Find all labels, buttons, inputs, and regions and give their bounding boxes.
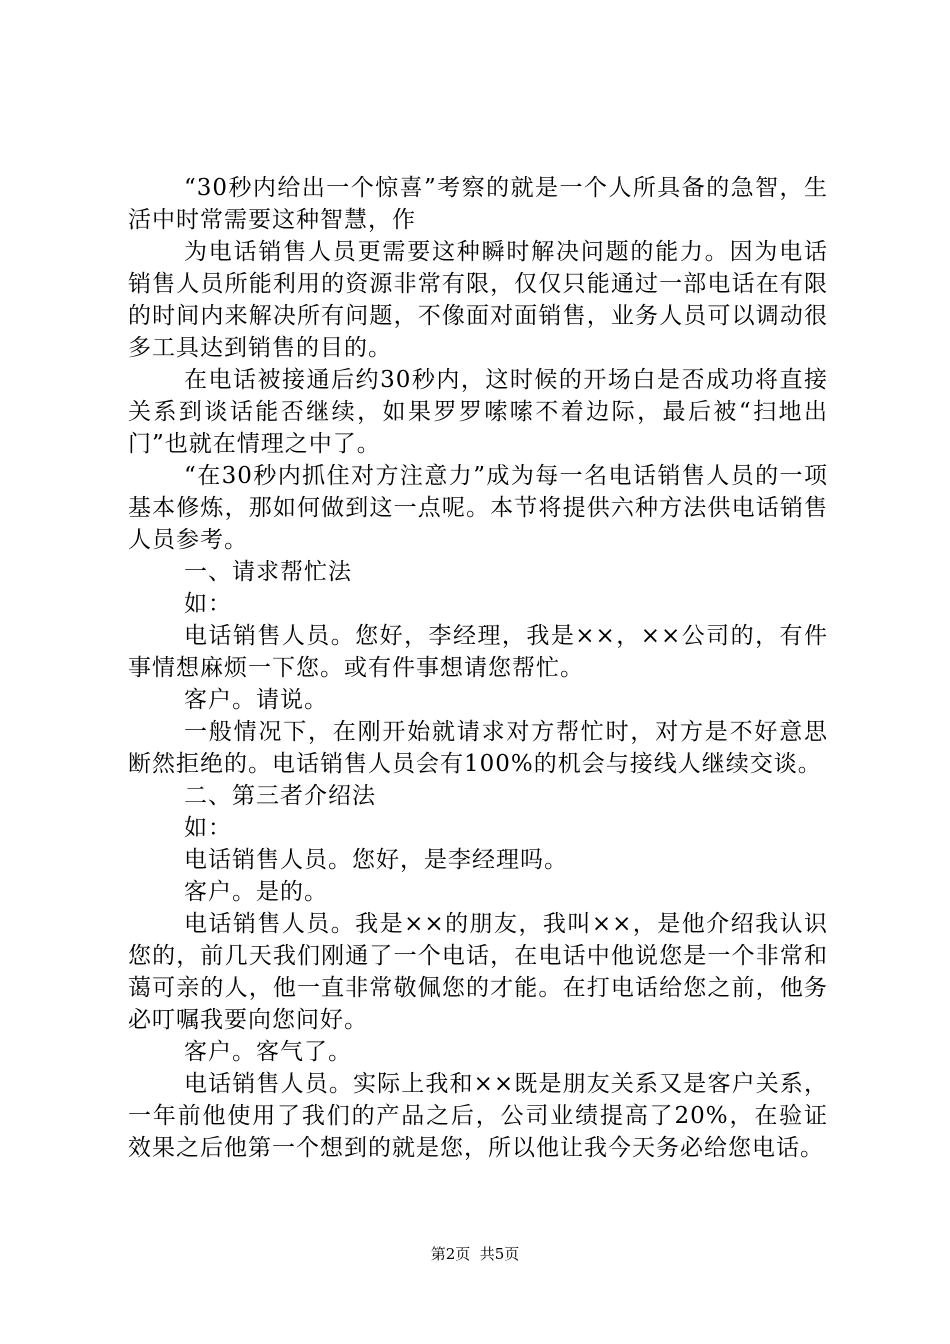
paragraph: 如：: [184, 591, 232, 617]
paragraph: “30秒内给出一个惊喜”考察的就是一个人所具备的急智，生活中时常需要这种智慧，作: [128, 175, 828, 233]
paragraph: 客户。是的。: [184, 879, 328, 905]
paragraph: 电话销售人员。我是××的朋友，我叫××，是他介绍我认识您的，前几天我们刚通了一个电话，在电话中他说您是一个非常和蔼可亲的人，他一直非常敬佩您的才能。在打电话给您之前，他务必叮嘱我要向您问好。: [128, 911, 828, 1033]
paragraph: 电话销售人员。您好，是李经理吗。: [184, 847, 568, 873]
paragraph: 客户。请说。: [184, 687, 328, 713]
document-body: [128, 172, 828, 1164]
paragraph: 电话销售人员。您好，李经理，我是××，××公司的，有件事情想麻烦一下您。或有件事想请您帮忙。: [128, 623, 828, 681]
paragraph: “在30秒内抓住对方注意力”成为每一名电话销售人员的一项基本修炼，那如何做到这一点呢。本节将提供六种方法供电话销售人员参考。: [128, 463, 828, 553]
section-heading: 一、请求帮忙法: [184, 559, 352, 585]
paragraph: 为电话销售人员更需要这种瞬时解决问题的能力。因为电话销售人员所能利用的资源非常有限，仅仅只能通过一部电话在有限的时间内来解决所有问题，不像面对面销售，业务人员可以调动很多工具达到销售的目的。: [128, 239, 828, 361]
paragraph: 客户。客气了。: [184, 1039, 352, 1065]
paragraph: 如：: [184, 815, 232, 841]
paragraph: 电话销售人员。实际上我和××既是朋友关系又是客户关系，一年前他使用了我们的产品之后，公司业绩提高了20%，在验证效果之后他第一个想到的就是您，所以他让我今天务必给您电话。: [128, 1071, 828, 1161]
paragraph: 一般情况下，在刚开始就请求对方帮忙时，对方是不好意思断然拒绝的。电话销售人员会有100%的机会与接线人继续交谈。: [128, 719, 828, 777]
page-number: 第2页 共5页: [430, 1245, 520, 1263]
paragraph: 在电话被接通后约30秒内，这时候的开场白是否成功将直接关系到谈话能否继续，如果罗罗嗦嗦不着边际，最后被“扫地出门”也就在情理之中了。: [128, 367, 828, 457]
page-footer: [0, 1244, 950, 1264]
section-heading: 二、第三者介绍法: [184, 783, 376, 809]
